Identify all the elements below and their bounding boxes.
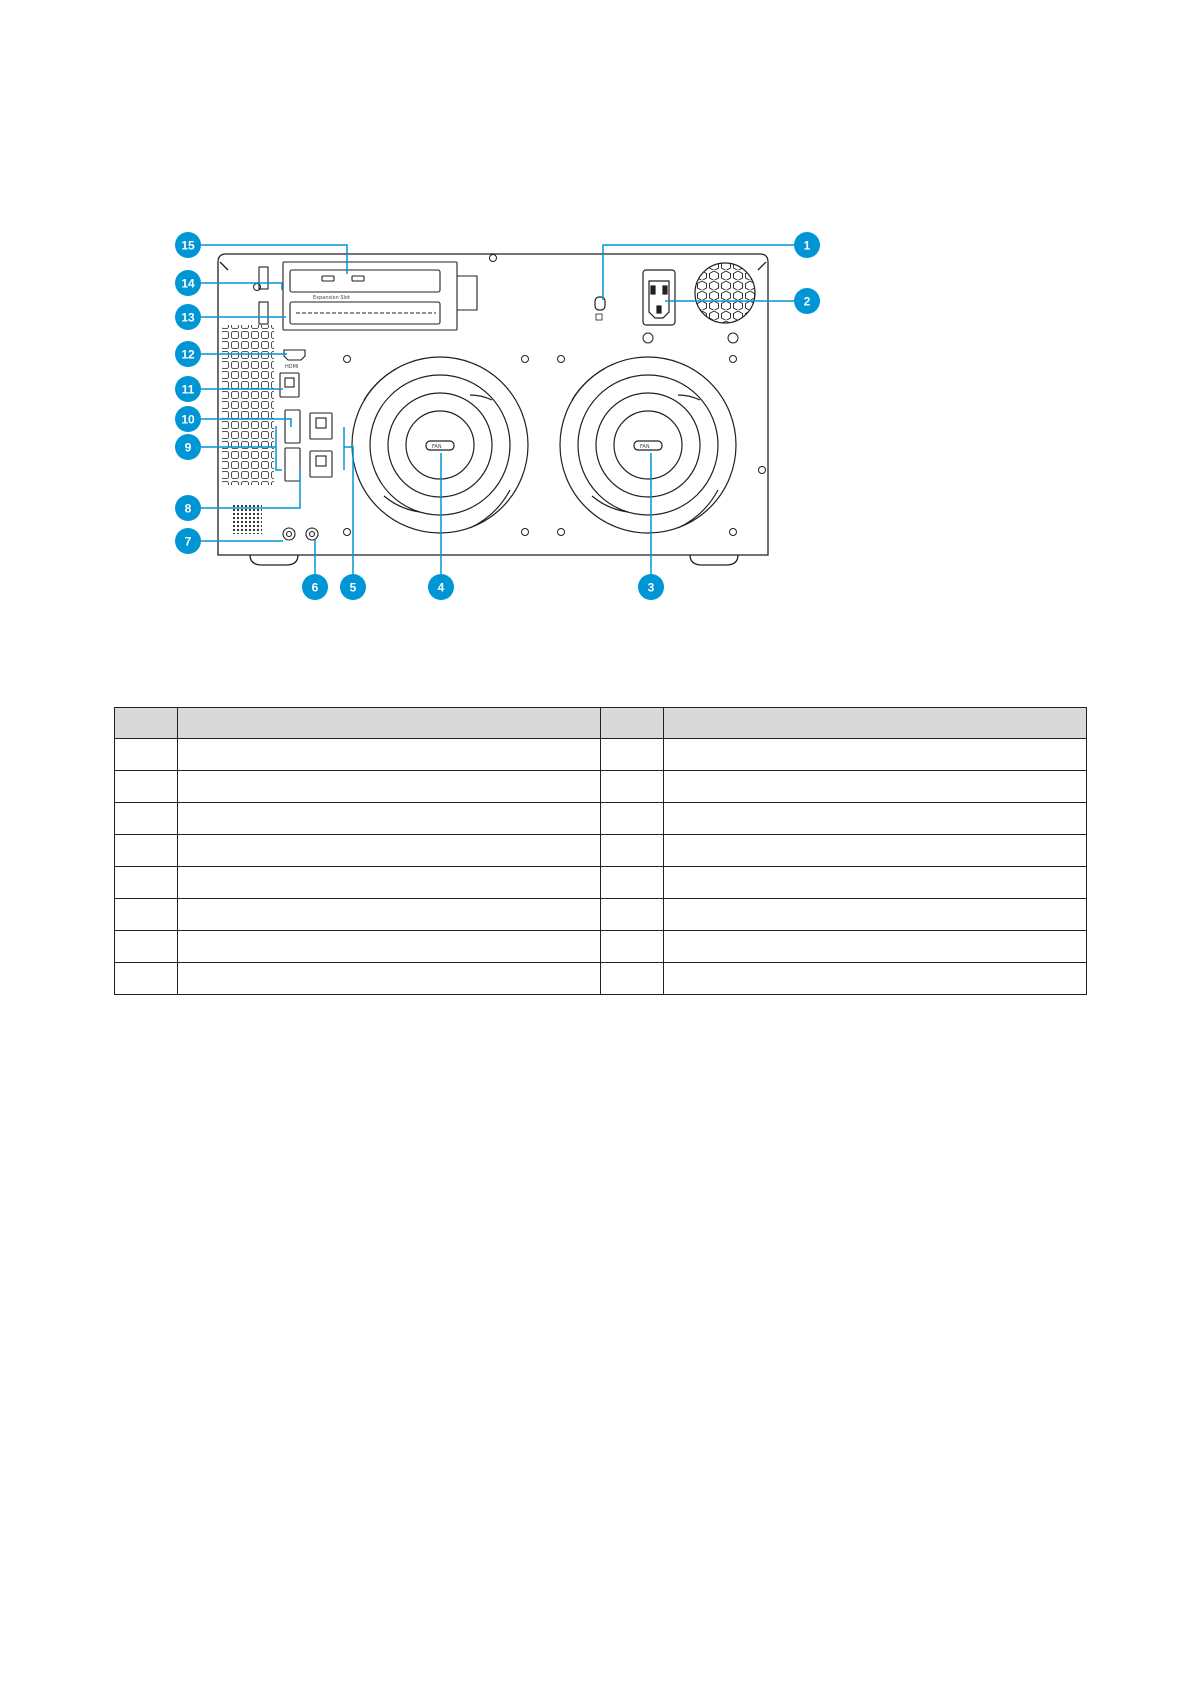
table-row	[115, 867, 1087, 899]
callout-13	[175, 304, 201, 330]
fan-left-label: FAN	[432, 444, 442, 450]
header-no-left	[115, 708, 178, 739]
table-row	[115, 771, 1087, 803]
table-row	[115, 931, 1087, 963]
callout-6	[302, 574, 328, 600]
svg-text:4: 4	[437, 580, 445, 595]
table-cell	[115, 835, 178, 867]
lan-port-b	[310, 451, 332, 477]
table-cell	[664, 867, 1087, 899]
table-cell	[115, 803, 178, 835]
callout-11	[175, 376, 201, 402]
callout-5	[340, 574, 366, 600]
svg-text:13: 13	[181, 310, 195, 325]
table-cell	[178, 867, 601, 899]
callout-3	[638, 574, 664, 600]
svg-text:14: 14	[181, 276, 195, 291]
lan-port-a	[310, 413, 332, 439]
table-cell	[178, 835, 601, 867]
svg-text:12: 12	[181, 347, 195, 362]
table-cell	[664, 771, 1087, 803]
table-cell	[178, 803, 601, 835]
psu-fan-grille	[695, 263, 755, 323]
callout-15	[175, 232, 201, 258]
table-cell	[115, 771, 178, 803]
expansion-slot	[259, 262, 477, 330]
table-cell	[178, 963, 601, 995]
callout-8	[175, 495, 201, 521]
table-row	[115, 803, 1087, 835]
callout-9	[175, 434, 201, 460]
svg-text:1: 1	[803, 238, 811, 253]
svg-text:7: 7	[184, 534, 192, 549]
table-cell	[601, 835, 664, 867]
table-cell	[601, 867, 664, 899]
table-cell	[664, 963, 1087, 995]
table-cell	[601, 899, 664, 931]
svg-text:10: 10	[181, 412, 195, 427]
callout-12	[175, 341, 201, 367]
callout-14	[175, 270, 201, 296]
table-cell	[664, 739, 1087, 771]
header-no-right	[601, 708, 664, 739]
rear-panel-figure	[0, 0, 1191, 620]
table-cell	[178, 899, 601, 931]
svg-text:11: 11	[181, 382, 195, 397]
table-cell	[664, 931, 1087, 963]
table-cell	[178, 771, 601, 803]
hdmi-port	[284, 350, 305, 360]
table-cell	[115, 963, 178, 995]
svg-text:9: 9	[184, 440, 192, 455]
expansion-slot-label: Expansion Slot	[313, 295, 350, 301]
io-ports	[280, 350, 332, 540]
callout-7	[175, 528, 201, 554]
callout-1	[794, 232, 820, 258]
usb-port-a	[285, 410, 300, 443]
table-row	[115, 739, 1087, 771]
svg-text:15: 15	[181, 238, 195, 253]
audio-jack	[306, 528, 318, 540]
table-row	[115, 899, 1087, 931]
svg-text:3: 3	[647, 580, 655, 595]
lock-icon	[596, 314, 602, 320]
table-cell	[178, 931, 601, 963]
reset-button	[283, 528, 295, 540]
header-component-left	[178, 708, 601, 739]
table-header-row	[115, 708, 1087, 739]
table-cell	[178, 739, 601, 771]
fan-right-label: FAN	[640, 444, 650, 450]
table-cell	[115, 899, 178, 931]
table-cell	[664, 835, 1087, 867]
table-cell	[601, 739, 664, 771]
table-row	[115, 963, 1087, 995]
lan-port-top	[280, 373, 299, 397]
header-component-right	[664, 708, 1087, 739]
table-cell	[601, 963, 664, 995]
table-cell	[115, 867, 178, 899]
table-cell	[115, 739, 178, 771]
table-row	[115, 835, 1087, 867]
table-cell	[115, 931, 178, 963]
table-cell	[601, 771, 664, 803]
svg-text:2: 2	[803, 294, 811, 309]
table-cell	[601, 931, 664, 963]
svg-text:8: 8	[184, 501, 192, 516]
callout-4	[428, 574, 454, 600]
usb-port-b	[285, 448, 300, 481]
svg-text:5: 5	[349, 580, 357, 595]
table-cell	[664, 803, 1087, 835]
callout-10	[175, 406, 201, 432]
table-cell	[664, 899, 1087, 931]
vent-grid	[222, 325, 274, 485]
components-table	[114, 707, 1087, 995]
power-socket	[643, 270, 675, 325]
callout-2	[794, 288, 820, 314]
table-cell	[601, 803, 664, 835]
hdmi-label: HDMI	[285, 364, 299, 370]
svg-text:6: 6	[311, 580, 319, 595]
